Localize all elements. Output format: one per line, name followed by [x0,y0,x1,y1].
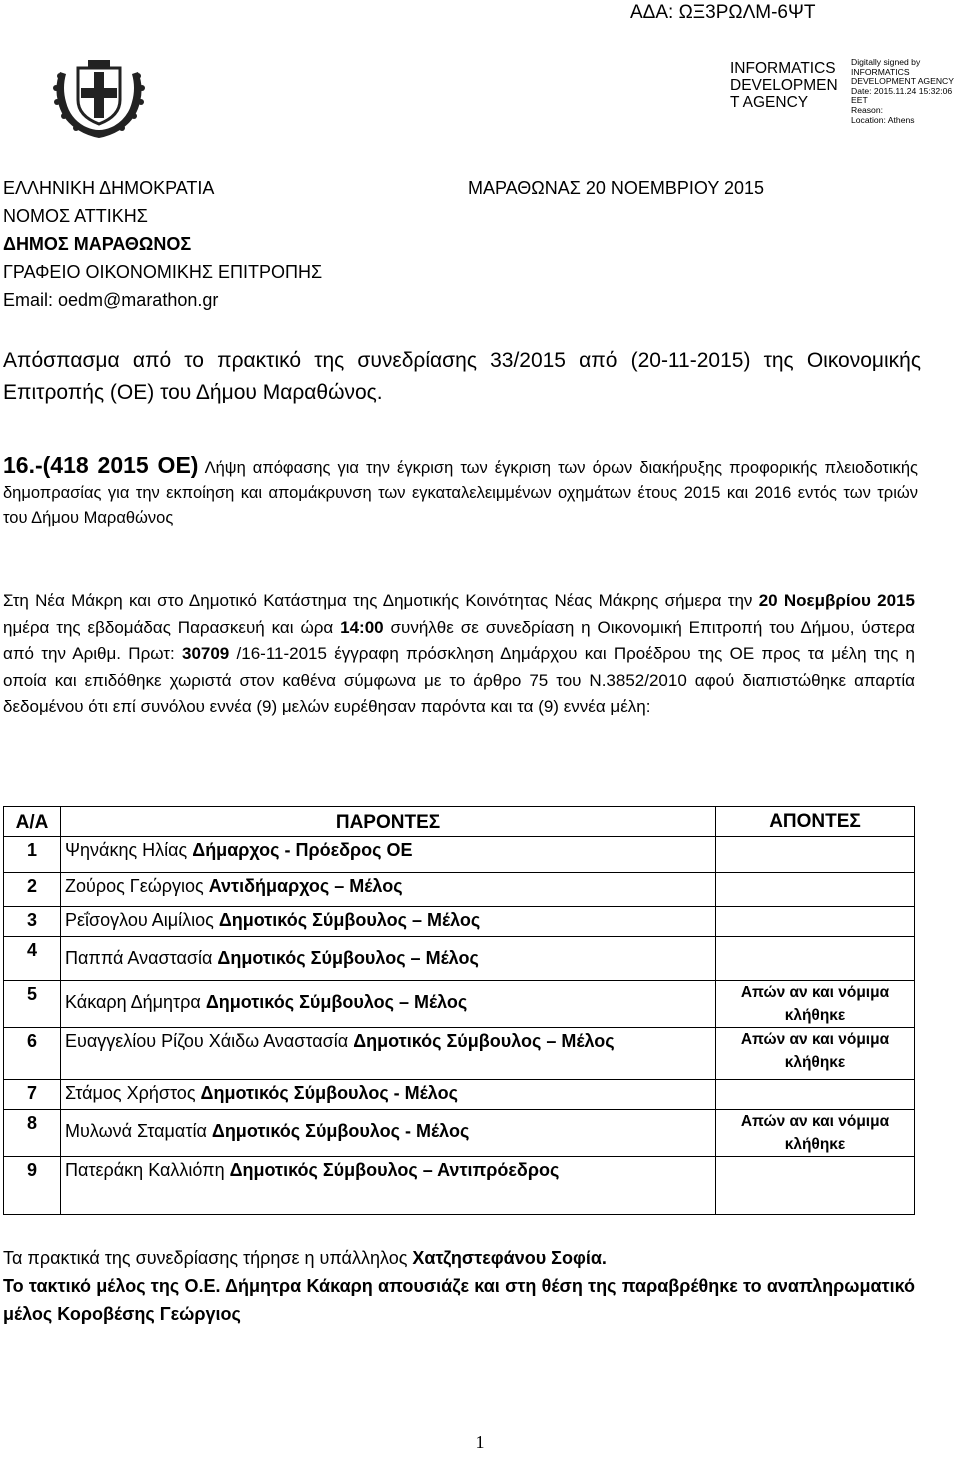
letterhead-republic: ΕΛΛΗΝΙΚΗ ΔΗΜΟΚΡΑΤΙΑ [3,178,215,198]
signature-details: Digitally signed by INFORMATICS DEVELOPMENT AGENCY Date: 2015.11.24 15:32:06 EET Reason: Location: Athens [851,57,954,125]
letterhead-office: ΓΡΑΦΕΙΟ ΟΙΚΟΝΟΜΙΚΗΣ ΕΠΙΤΡΟΠΗΣ [3,262,323,282]
letterhead-email: Email: oedm@marathon.gr [3,290,219,310]
decision-block [3,453,918,531]
session-paragraph: Στη Νέα Μάκρη και στο Δημοτικό Κατάστημα της Δημοτικής Κοινότητας Νέας Μάκρης σήμερα την 20 Νοεμβρίου 2015 ημέρα της εβδομάδας Παρασκευή και ώρα 14:00 συνήλθε σε συνεδρίαση η Οικονομική Επιτροπή του Δήμου, ύστερα από την Αριθμ. Πρωτ: 30709 /16-11-2015 έγγραφη πρόσκληση Δημάρχου και Προέδρου της ΟΕ προς τα μέλη της η οποία και επιδόθηκε χωριστά στον καθένα σύμφωνα με το άρθρο 75 του Ν.3852/2010 αφού διαπιστώθηκε απαρτία δεδομένου ότι επί συνόλου εννέα (9) μελών ευρέθησαν παρόντα και τα (9) εννέα μέλη: [3,591,915,716]
letterhead-prefecture: ΝΟΜΟΣ ΑΤΤΙΚΗΣ [3,206,148,226]
letterhead [3,174,322,314]
minutes-keeper: Τα πρακτικά της συνεδρίασης τήρησε η υπάλληλος Χατζηστεφάνου Σοφία. [3,1248,607,1268]
ada-code: ΑΔΑ: ΩΞ3ΡΩΛΜ-6ΨΤ [630,2,816,23]
absence-note: Το τακτικό μέλος της Ο.Ε. Δήμητρα Κάκαρη απουσιάζε και στη θέση της παραβρέθηκε το αναπληρωματικό μέλος Κοροβέσης Γεώργιος [3,1276,915,1324]
letterhead-municipality: ΔΗΜΟΣ ΜΑΡΑΘΩΝΟΣ [3,234,192,254]
col-present-header: ΠΑΡΟΝΤΕΣ [61,807,716,837]
document-date: ΜΑΡΑΘΩΝΑΣ 20 ΝΟΕΜΒΡΙΟΥ 2015 [468,178,765,198]
extract-title: Απόσπασμα από το πρακτικό της συνεδρίασης 33/2015 από (20-11-2015) της Οικονομικής Επιτροπής (ΟΕ) του Δήμου Μαραθώνος. [3,349,921,404]
table-row: 6 Ευαγγελίου Ρίζου Χάιδω Αναστασία Δημοτικός Σύμβουλος – Μέλος Απών αν και νόμιμα κλήθηκε [4,1028,915,1080]
col-num-header: Α/Α [4,807,61,837]
table-row: 2 Ζούρος Γεώργιος Αντιδήμαρχος – Μέλος [4,873,915,907]
decision-number: 16.-(418 2015 ΟΕ) [3,452,199,478]
table-row: 4 Παππά Αναστασία Δημοτικός Σύμβουλος – Μέλος [4,937,915,981]
decision-text: Λήψη απόφασης για την έγκριση των έγκριση των όρων διακήρυξης προφορικής πλειοδοτικής δημοπρασίας για την εκποίηση και απομάκρυνση των εγκαταλελειμμένων οχημάτων έτους 2015 και 2016 εντός των τριών του Δήμου Μαραθώνος [3,459,918,527]
footer-notes [3,1244,915,1328]
col-absent-header: ΑΠΟΝΤΕΣ [716,807,915,837]
table-row: 3 Ρεΐσογλου Αιμίλιος Δημοτικός Σύμβουλος – Μέλος [4,907,915,937]
signature-signer: INFORMATICS DEVELOPMEN T AGENCY [730,60,838,111]
table-row: 9 Πατεράκη Καλλιόπη Δημοτικός Σύμβουλος – Αντιπρόεδρος [4,1157,915,1215]
greek-emblem-icon [48,58,150,142]
attendance-table [3,806,915,1215]
page-number: 1 [475,1432,485,1452]
table-row: 5 Κάκαρη Δήμητρα Δημοτικός Σύμβουλος – Μέλος Απών αν και νόμιμα κλήθηκε [4,981,915,1028]
table-row: 7 Στάμος Χρήστος Δημοτικός Σύμβουλος - Μέλος [4,1080,915,1110]
table-row: 1 Ψηνάκης Ηλίας Δήμαρχος - Πρόεδρος ΟΕ [4,837,915,873]
table-row: 8 Μυλωνά Σταματία Δημοτικός Σύμβουλος - Μέλος Απών αν και νόμιμα κλήθηκε [4,1110,915,1157]
table-header-row [4,807,915,837]
